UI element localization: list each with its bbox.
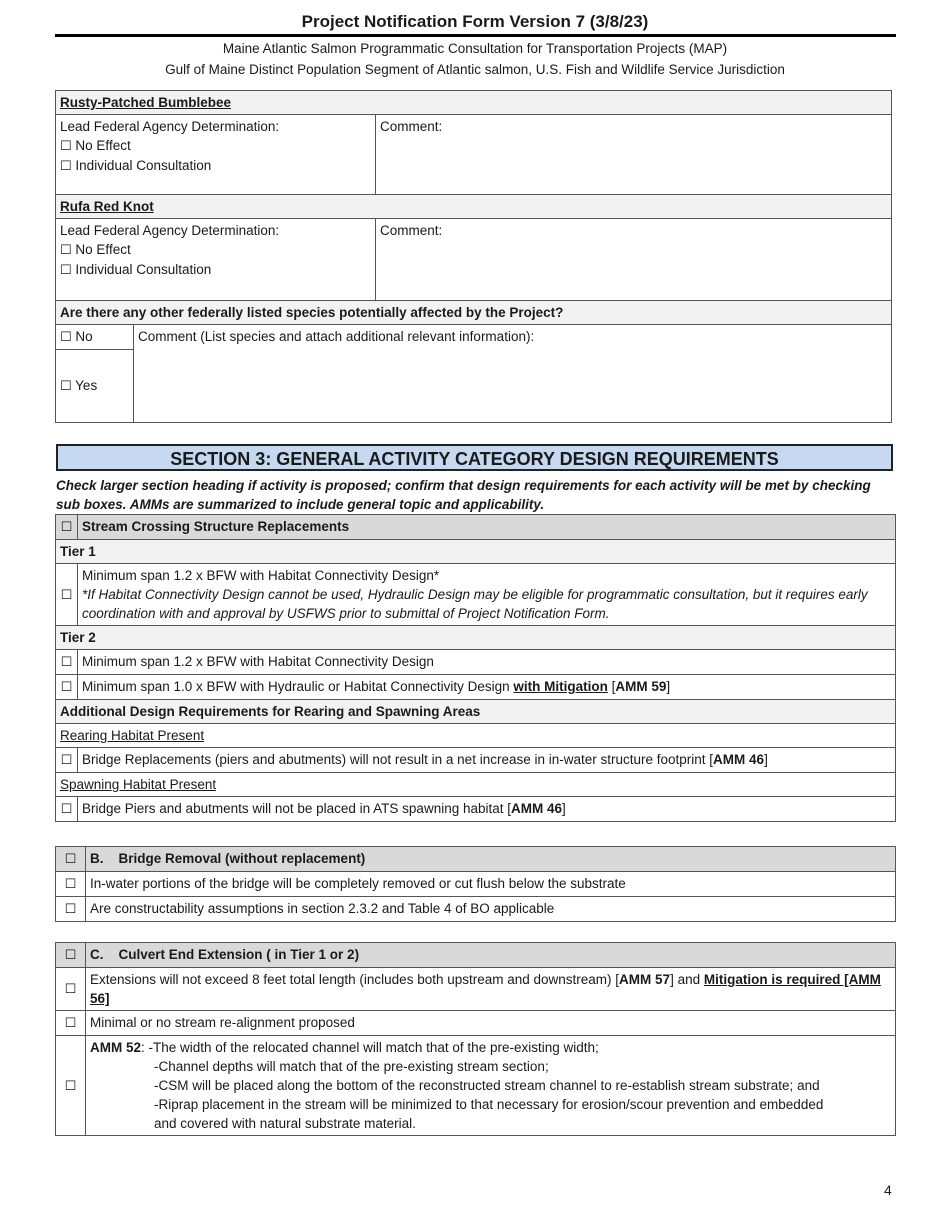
- option-label: Yes: [75, 378, 98, 393]
- comment-field[interactable]: [376, 115, 892, 195]
- tier2-item2-text: Minimum span 1.0 x BFW with Hydraulic or Habitat Connectivity Design: [82, 679, 514, 694]
- checkbox-icon[interactable]: ☐: [60, 263, 72, 278]
- determination-cell: [56, 219, 376, 301]
- checkbox-icon[interactable]: ☐: [60, 520, 73, 535]
- bridge-item1-checkbox[interactable]: [56, 872, 86, 897]
- checkbox-icon[interactable]: ☐: [64, 948, 77, 963]
- species-determination-table: [55, 90, 892, 423]
- tier2-item1: Minimum span 1.2 x BFW with Habitat Connectivity Design: [78, 650, 896, 675]
- checkbox-icon[interactable]: ☐: [60, 680, 73, 695]
- species-heading: [56, 195, 892, 219]
- bridge-removal-heading: [86, 847, 896, 872]
- amm-reference: AMM 59: [615, 679, 667, 694]
- stream-crossing-checkbox[interactable]: [56, 515, 78, 540]
- checkbox-icon[interactable]: ☐: [60, 159, 72, 174]
- culvert-item3: [86, 1036, 896, 1136]
- comment-label: Comment:: [380, 119, 443, 134]
- checkbox-icon[interactable]: ☐: [64, 852, 77, 867]
- section3-heading: SECTION 3: GENERAL ACTIVITY CATEGORY DESIGN REQUIREMENTS: [56, 444, 893, 471]
- checkbox-icon[interactable]: ☐: [64, 902, 77, 917]
- species-name: Rusty-Patched Bumblebee: [60, 95, 232, 110]
- section3-instructions: Check larger section heading if activity is proposed; confirm that design requirements for each activity will be met by checking sub boxes. AMMs are summarized to include general topic and applicability.: [56, 478, 871, 512]
- page-number: 4: [884, 1182, 892, 1198]
- section-letter: C.: [90, 947, 104, 962]
- amm-reference: AMM 46: [511, 801, 563, 816]
- option-individual-consultation[interactable]: [60, 260, 371, 280]
- bridge-item1: In-water portions of the bridge will be completely removed or cut flush below the substrate: [86, 872, 896, 897]
- amm-reference: AMM 46: [713, 752, 765, 767]
- culvert-checkbox[interactable]: [56, 943, 86, 968]
- species-heading: [56, 91, 892, 115]
- tier1-item-checkbox[interactable]: [56, 564, 78, 626]
- amm-reference: AMM 57: [619, 972, 671, 987]
- section-letter: B.: [90, 851, 104, 866]
- culvert-item1: [86, 968, 896, 1011]
- amm52-line: and covered with natural substrate material.: [154, 1116, 416, 1131]
- checkbox-icon[interactable]: ☐: [64, 982, 77, 997]
- culvert-item1-text: Extensions will not exceed 8 feet total length (includes both upstream and downstream) [: [90, 972, 620, 987]
- comment-label: Comment:: [380, 223, 443, 238]
- spawning-item-text: Bridge Piers and abutments will not be placed in ATS spawning habitat [: [82, 801, 512, 816]
- option-no-effect[interactable]: [60, 240, 371, 260]
- determination-cell: [56, 115, 376, 195]
- mitigation-text: Mitigation is required [AMM 56]: [90, 972, 881, 1006]
- rearing-habitat-text: Rearing Habitat Present: [60, 728, 205, 743]
- form-subtitle-program: Maine Atlantic Salmon Programmatic Consultation for Transportation Projects (MAP): [222, 41, 728, 56]
- spawning-habitat-text: Spawning Habitat Present: [60, 777, 217, 792]
- determination-label: Lead Federal Agency Determination:: [60, 223, 280, 238]
- determination-label: Lead Federal Agency Determination:: [60, 119, 280, 134]
- mitigation-text: with Mitigation: [513, 679, 608, 694]
- amm52-line: -Riprap placement in the stream will be minimized to that necessary for erosion/scour prevention and embedded: [154, 1097, 824, 1112]
- other-species-question: Are there any other federally listed species potentially affected by the Project?: [56, 301, 892, 325]
- amm52-line: -Channel depths will match that of the pre-existing stream section;: [154, 1059, 549, 1074]
- bridge-removal-table: [55, 846, 896, 922]
- additional-requirements-label: Additional Design Requirements for Rearing and Spawning Areas: [56, 700, 896, 724]
- amm52-line: -CSM will be placed along the bottom of the reconstructed stream channel to re-establish stream substrate; and: [154, 1078, 820, 1093]
- culvert-item3-checkbox[interactable]: [56, 1036, 86, 1136]
- tier2-item1-checkbox[interactable]: [56, 650, 78, 675]
- form-title: Project Notification Form Version 7 (3/8/23): [301, 12, 649, 31]
- heading-text: Bridge Removal (without replacement): [118, 851, 366, 866]
- rearing-item-text: Bridge Replacements (piers and abutments) will not result in a net increase in in-water structure footprint [: [82, 752, 714, 767]
- option-no[interactable]: [56, 325, 134, 350]
- culvert-heading: [86, 943, 896, 968]
- rearing-item-checkbox[interactable]: [56, 748, 78, 773]
- spawning-item-checkbox[interactable]: [56, 797, 78, 822]
- checkbox-icon[interactable]: ☐: [60, 655, 73, 670]
- checkbox-icon[interactable]: ☐: [60, 587, 73, 603]
- option-label: Individual Consultation: [75, 158, 212, 173]
- option-individual-consultation[interactable]: [60, 156, 371, 176]
- culvert-item2-checkbox[interactable]: [56, 1011, 86, 1036]
- culvert-item2: Minimal or no stream re-alignment proposed: [86, 1011, 896, 1036]
- checkbox-icon[interactable]: ☐: [60, 243, 72, 258]
- checkbox-icon[interactable]: ☐: [60, 330, 72, 345]
- tier2-label: Tier 2: [56, 626, 896, 650]
- tier2-item2: Minimum span 1.0 x BFW with Hydraulic or Habitat Connectivity Design with Mitigation [AMM 59]: [78, 675, 896, 700]
- option-label: No: [75, 329, 93, 344]
- amm-reference: AMM 52: [90, 1040, 142, 1055]
- species-name: Rufa Red Knot: [60, 199, 154, 214]
- spawning-habitat-label: [56, 773, 896, 797]
- checkbox-icon[interactable]: ☐: [60, 379, 72, 394]
- option-label: No Effect: [75, 242, 131, 257]
- tier1-label: Tier 1: [56, 540, 896, 564]
- rearing-habitat-label: [56, 724, 896, 748]
- form-subtitle-jurisdiction: Gulf of Maine Distinct Population Segment of Atlantic salmon, U.S. Fish and Wildlife Service Jurisdiction: [165, 62, 785, 77]
- stream-crossing-heading: Stream Crossing Structure Replacements: [78, 515, 896, 540]
- comment-label: Comment (List species and attach additional relevant information):: [138, 329, 535, 344]
- checkbox-icon[interactable]: ☐: [64, 1078, 77, 1094]
- checkbox-icon[interactable]: ☐: [64, 1016, 77, 1031]
- option-no-effect[interactable]: [60, 136, 371, 156]
- bridge-removal-checkbox[interactable]: [56, 847, 86, 872]
- amm52-line: : -The width of the relocated channel will match that of the pre-existing width;: [141, 1040, 599, 1055]
- bridge-item2: Are constructability assumptions in section 2.3.2 and Table 4 of BO applicable: [86, 897, 896, 922]
- rearing-item: Bridge Replacements (piers and abutments) will not result in a net increase in in-water structure footprint [AMM 46]: [78, 748, 896, 773]
- option-label: No Effect: [75, 138, 131, 153]
- culvert-extension-table: [55, 942, 896, 1136]
- tier1-item: [78, 564, 896, 626]
- title-rule: [55, 34, 896, 37]
- bridge-item2-checkbox[interactable]: [56, 897, 86, 922]
- tier1-item-text: Minimum span 1.2 x BFW with Habitat Connectivity Design*: [82, 568, 440, 583]
- option-yes[interactable]: [56, 350, 134, 423]
- comment-field[interactable]: [376, 219, 892, 301]
- checkbox-icon[interactable]: ☐: [60, 139, 72, 154]
- culvert-item1-checkbox[interactable]: [56, 968, 86, 1011]
- checkbox-icon[interactable]: ☐: [60, 802, 73, 817]
- tier1-item-note: *If Habitat Connectivity Design cannot be used, Hydraulic Design may be eligible for programmatic consultation, but it requires early coordination with and approval by USFWS prior to submittal of Project Notification Form.: [82, 587, 868, 621]
- checkbox-icon[interactable]: ☐: [64, 877, 77, 892]
- spawning-item: Bridge Piers and abutments will not be placed in ATS spawning habitat [AMM 46]: [78, 797, 896, 822]
- checkbox-icon[interactable]: ☐: [60, 753, 73, 768]
- tier2-item2-checkbox[interactable]: [56, 675, 78, 700]
- conjunction-text: ] and: [670, 972, 704, 987]
- other-species-comment-field[interactable]: [134, 325, 892, 423]
- heading-text: Culvert End Extension ( in Tier 1 or 2): [118, 947, 360, 962]
- stream-crossing-table: [55, 514, 896, 822]
- option-label: Individual Consultation: [75, 262, 212, 277]
